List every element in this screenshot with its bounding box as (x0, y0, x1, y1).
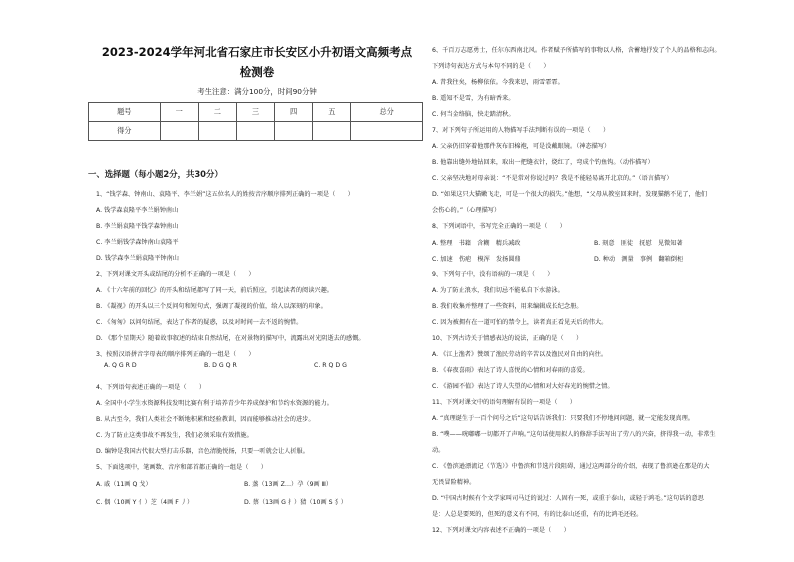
question-line: C. 《鲁滨逊漂流记（节选）》中鲁滨和节选片段阻碍，通过这两部分的介绍，表现了鲁滨逊在那是的大 (432, 463, 710, 470)
score-header-cell: 四 (275, 103, 313, 122)
question-line: D. 编钟是我国古代很大型打击乐器，音色清脆悦扬，只要一听就会让人折服。 (96, 448, 309, 455)
question-line: A. 全国中小学生水资源科技发明比赛有利于培养青少年养成保护和节约水资源的能力。 (96, 400, 333, 407)
question-line: A. 钱学森袁隆平李兰娟钟南山 (96, 207, 179, 214)
score-header-cell: 三 (236, 103, 274, 122)
question-line: D. “中国古时候有个文学家叫司马迁的说过：人固有一死，或重于泰山，或轻于鸿毛。”这句话的意思 (432, 495, 704, 502)
question-line: 4、下列语句表述正确的一项是（ ） (96, 384, 206, 391)
score-table (88, 102, 423, 141)
question-line: A. 为了防止浪水，我们切忌不能私自下水游泳。 (432, 287, 564, 294)
q8-option: A. 整理 书籍 含糊 精兵减政 (432, 240, 521, 247)
question-line: 是：人总是要死的，但死的意义有不同，有的比泰山还重，有的比鸿毛还轻。 (432, 511, 643, 518)
title (92, 42, 422, 82)
question-line: B. “噗——咣嘟嘟一切都开了声响。”这句话使用拟人的修辞手法写出了劳八的兴奋，挤得我一动，非常生 (432, 431, 716, 438)
score-header-cell: 五 (313, 103, 351, 122)
question-line: 5、下面选项中，笔画数、音序和部首都正确的一组是（ ） (96, 464, 267, 471)
q3-option: B. D G Q R (204, 362, 237, 369)
q8-option: C. 加速 伤疤 模浑 发扬圆鼎 (432, 256, 521, 263)
score-header-cell: 一 (160, 103, 198, 122)
question-line: 7、对下列句子所运用的人物描写手法判断有误的一项是（ ） (432, 127, 610, 134)
question-line: A. 《十六年前的回忆》的开头和结尾都写了同一天，前后照应，引起读者的阅读兴趣。 (96, 287, 333, 294)
q3-options (104, 362, 347, 369)
q8-option: D. 种动 测量 事例 翻箱倒柜 (594, 256, 684, 263)
question-line: 2、下列对课文开头或结尾的分析不正确的一项是（ ） (96, 271, 255, 278)
q5-option: C. 偶（10画 Y 亻）芝（4画 F 丿） (96, 499, 194, 506)
question-line: B. 《春夜喜雨》表达了诗人喜悦的心情和对春雨的喜爱。 (432, 367, 589, 374)
question-line: 下列诗句表达方式与本句不同的是（ ） (432, 63, 550, 70)
question-line: A. 《江上渔者》赞颂了渔民劳动的辛苦以及渔民对自由的向往。 (432, 351, 608, 358)
q3-option: C. R Q D G (314, 362, 347, 369)
score-cell[interactable] (313, 122, 351, 141)
question-line: D. 钱学森李兰娟袁隆平钟南山 (96, 255, 179, 262)
question-line: D. 《那个星期天》随着故事叙述的结束自然结尾，在对景物的描写中，流露出对光阴逝去的感慨。 (96, 335, 365, 342)
question-line: C. 李兰娟钱学森钟南山袁隆平 (96, 239, 179, 246)
question-line: 10、下列古诗关于情感表达的说法，正确的是（ ） (432, 335, 583, 342)
question-line: C. 何当金络脑，快走踏清秋。 (432, 111, 515, 118)
q3-option: A. Q G R D (104, 362, 137, 369)
question-line: 12、下列对课文内容表述不正确的一项是（ ） (432, 527, 570, 534)
question-line: 3、按照汉语拼音字母表的顺序排列正确的一组是（ ） (96, 351, 255, 358)
q5-option: D. 蔡（13画 G 扌）猜（10画 S 犭） (244, 499, 347, 506)
q5-options-row-2 (96, 497, 347, 506)
question-line: 无畏冒险精神。 (432, 479, 476, 486)
question-line: C. 《游园不值》表达了诗人失望的心情和对大好春光的惋惜之情。 (432, 383, 614, 390)
score-table-score-row (89, 122, 423, 141)
question-line: B. 《凝视》的开头以三个反问句和短句式，强调了凝视的价值，给人以深刻的印象。 (96, 303, 327, 310)
question-line: 11、下列对课文中的语句理解有误的一项是（ ） (432, 399, 576, 406)
question-line: B. 李兰娟袁隆平钱学森钟南山 (96, 223, 179, 230)
q8-options-row-2 (432, 254, 683, 263)
question-line: A. “真理诞生于一百个问号之后”这句话告诉我们：只要我们不停地问问题，就一定能发现真理。 (432, 415, 694, 422)
question-line: C. 父亲坚决地对母亲说：“不是常对你说过吗？我是不能轻易离开北京的。”（语言描写） (432, 175, 673, 182)
title-line-2: 检测卷 (239, 65, 275, 79)
q5-options-row-1 (96, 479, 332, 488)
question-line: C. 《匆匆》以问句结尾，表达了作者的疑惑，以及对时间一去不返的惋惜。 (96, 319, 303, 326)
score-header-cell: 总分 (351, 103, 423, 122)
question-line: 6、千百万志愿勇士，任尔东西南北风。作者赋予所描写的事物以人格，含蓄地抒发了个人的品格和志向。 (432, 47, 721, 54)
question-line: A. 父亲仍旧穿着他那件灰布旧棉袍，可是没戴眼镜。（神态描写） (432, 143, 611, 150)
score-header-cell: 二 (198, 103, 236, 122)
score-cell[interactable] (351, 122, 423, 141)
score-cell[interactable] (198, 122, 236, 141)
score-table-header-row (89, 103, 423, 122)
question-line: B. 从古至今，我们人类社会不断地积累和经验教训，因而能够推动社会的进步。 (96, 416, 315, 423)
question-line: D. “如果这只大猫嫩飞走，可是一个很大的损失。”他想，“父母从教室回来时，发现猫鹅不见了，他们 (432, 191, 708, 198)
score-cell[interactable] (160, 122, 198, 141)
title-line-1: 2023-2024学年河北省石家庄市长安区小升初语文高频考点 (101, 45, 413, 59)
question-line: B. 我们收集并整理了一些资料，用来编辑成长纪念册。 (432, 303, 583, 310)
question-line: 9、下列句子中，没有语病的一项是（ ） (432, 271, 554, 278)
q5-option: A. 戚（11画 Q 戈） (96, 481, 152, 488)
section-title: 一、选择题（每小题2分，共30分） (88, 169, 223, 179)
q8-option: B. 刻意 匪徒 抚慰 见微知著 (594, 240, 683, 247)
question-line: C. 因为被拥有在一道可怕的禁令上，读者真正看见天后的伟大。 (432, 319, 608, 326)
question-line: 动。 (432, 447, 445, 454)
question-line: C. 为了防止这类事故不再发生，我们必须采取有效措施。 (96, 432, 253, 439)
score-cell[interactable] (275, 122, 313, 141)
notice: 考生注意：满分100分，时间90分钟 (197, 87, 317, 96)
question-line: A. 昔我往矣，杨柳依依。今我来思，雨雪霏霏。 (432, 79, 564, 86)
score-row-label: 得分 (89, 122, 161, 141)
q5-option: B. 蒸（13画 Z…）孕（9画 Ⅲ） (244, 481, 333, 488)
question-line: B. 他靠出缝外地钻回来，取出一把缝衣针，烧红了，弯成个钓鱼钩。（动作描写） (432, 159, 654, 166)
score-cell[interactable] (236, 122, 274, 141)
score-header-cell: 题号 (89, 103, 161, 122)
q8-options-row-1 (432, 238, 683, 247)
question-line: 会伤心的。”（心理描写） (432, 207, 501, 214)
question-line: B. 遥知不是雪，为有暗香来。 (432, 95, 515, 102)
question-line: 1、“钱学森、钟南山、袁隆平、李兰娟”这五位名人的姓按音序顺序排列正确的一项是（ ） (96, 191, 354, 198)
question-line: 8、下列词语中，书写完全正确的一项是（ ） (432, 223, 566, 230)
